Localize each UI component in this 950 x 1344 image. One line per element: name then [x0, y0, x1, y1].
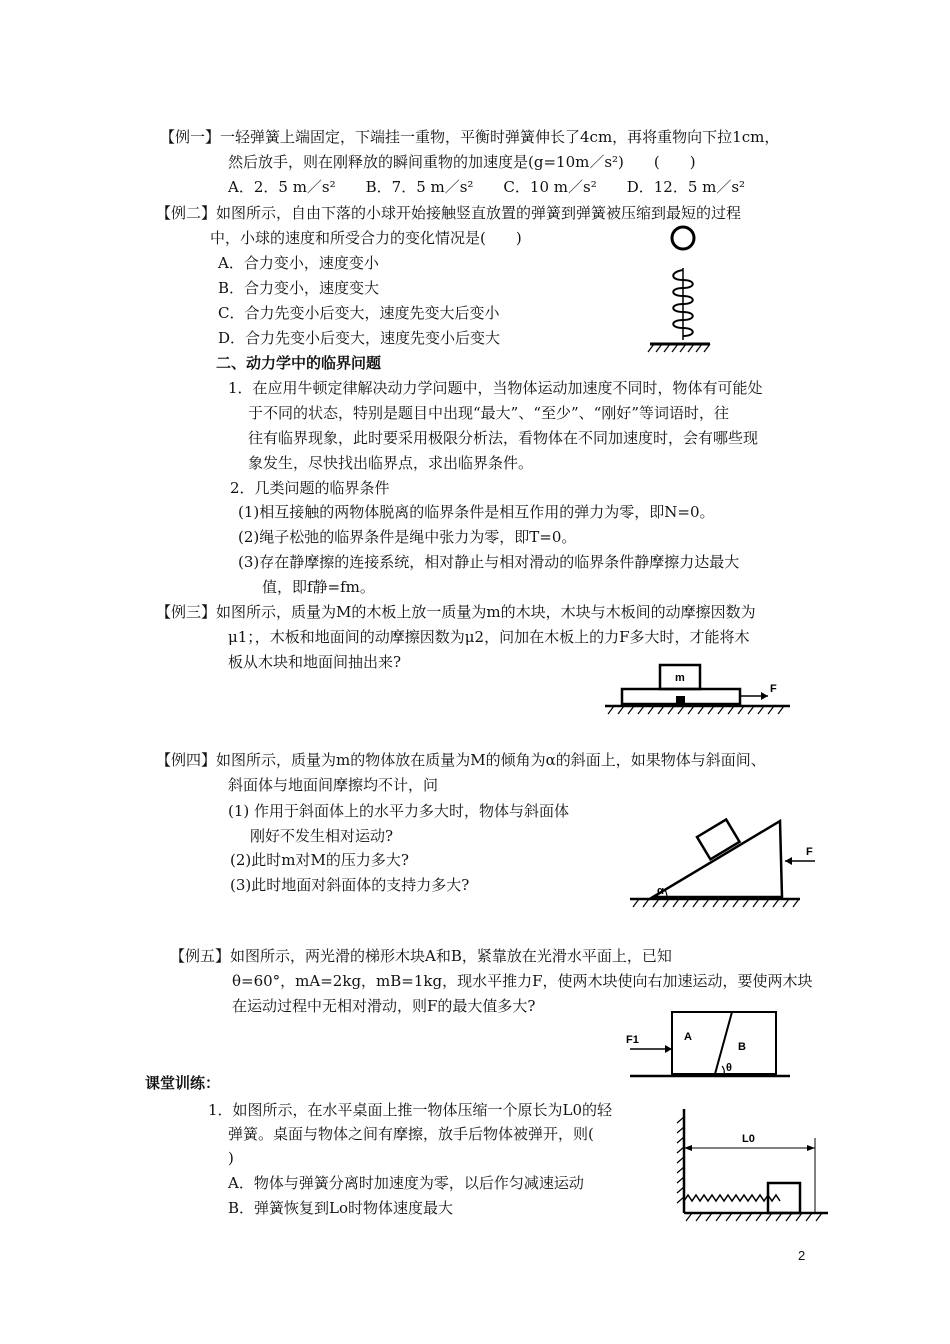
practice-q1-option-b: B．弹簧恢复到Lo时物体速度最大: [228, 1199, 454, 1217]
example-5-line-3: 在运动过程中无相对滑动，则F的最大值多大?: [232, 997, 536, 1015]
section-p1-line-2: 于不同的状态，特别是题目中出现“最大”、“至少”、“刚好”等词语时，往: [248, 404, 730, 422]
practice-q1-line-3: ): [228, 1149, 234, 1167]
example-2-option-b: B．合力变小，速度变大: [218, 279, 380, 297]
fig3-f-label: F: [770, 683, 777, 695]
practice-q1-line-1: 1．如图所示，在水平桌面上推一物体压缩一个原长为L0的轻: [208, 1101, 613, 1119]
example-4-q1-line-2: 刚好不发生相对运动?: [250, 827, 394, 845]
fig-l0-label: L0: [742, 1133, 755, 1145]
example-5-line-2: θ=60°，mA=2kg，mB=1kg，现水平推力F，使两木块使向右加速运动，要使两木块: [232, 972, 813, 990]
section-p2: 2．几类问题的临界条件: [230, 479, 390, 497]
example-2-option-a: A．合力变小，速度变小: [218, 254, 379, 272]
practice-heading: 课堂训练：: [145, 1074, 221, 1092]
example-1-options: A．2．5 m／s² B．7．5 m／s² C．10 m／s² D．12．5 m／s²: [228, 178, 746, 196]
condition-3-line-2: 值，即f静=fm。: [262, 578, 375, 596]
fig3-m-label: m: [675, 672, 685, 684]
fig5-a-label: A: [684, 1031, 692, 1043]
board-block-figure: [600, 660, 800, 720]
fig4-f-label: F: [806, 846, 813, 858]
example-5-line-1: 【例五】如图所示，两光滑的梯形木块A和B，紧靠放在光滑水平面上，已知: [170, 947, 672, 965]
condition-2: (2)绳子松弛的临界条件是绳中张力为零，即T=0。: [238, 528, 577, 546]
example-4-line-1: 【例四】如图所示，质量为m的物体放在质量为M的倾角为α的斜面上，如果物体与斜面间、: [156, 751, 766, 769]
example-2-option-c: C．合力先变小后变大，速度先变大后变小: [218, 304, 500, 322]
condition-3-line-1: (3)存在静摩擦的连接系统，相对静止与相对滑动的临界条件静摩擦力达最大: [238, 553, 740, 571]
example-2-option-d: D．合力先变小后变大，速度先变小后变大: [218, 329, 501, 347]
trapezoid-blocks-figure: [620, 1010, 800, 1082]
ball-spring-figure: [640, 220, 720, 355]
practice-q1-option-a: A．物体与弹簧分离时加速度为零，以后作匀减速运动: [228, 1174, 584, 1192]
section-p1-line-1: 1．在应用牛顿定律解决动力学问题中，当物体运动加速度不同时，物体有可能处: [228, 379, 763, 397]
spring-block-figure: [672, 1105, 832, 1225]
example-4-q2: (2)此时m对M的压力多大?: [230, 851, 409, 869]
example-3-line-1: 【例三】如图所示，质量为M的木板上放一质量为m的木块，木块与木板间的动摩擦因数为: [156, 603, 756, 621]
example-2-line-1: 【例二】如图所示，自由下落的小球开始接触竖直放置的弹簧到弹簧被压缩到最短的过程: [156, 204, 742, 222]
example-1-line-1: 【例一】一轻弹簧上端固定，下端挂一重物，平衡时弹簧伸长了4cm，再将重物向下拉1cm，: [160, 128, 780, 146]
example-4-q1-line-1: (1) 作用于斜面体上的水平力多大时，物体与斜面体: [228, 802, 570, 820]
page-number: 2: [798, 1248, 806, 1263]
fig4-alpha-label: α: [657, 885, 664, 897]
example-3-line-2: μ1；，木板和地面间的动摩擦因数为μ2，问加在木板上的力F多大时，才能将木: [228, 628, 750, 646]
section-heading: 二、动力学中的临界问题: [216, 354, 382, 372]
fig5-b-label: B: [738, 1041, 746, 1053]
section-p1-line-3: 往有临界现象，此时要采用极限分析法，看物体在不同加速度时，会有哪些现: [248, 429, 759, 447]
condition-1: (1)相互接触的两物体脱离的临界条件是相互作用的弹力为零，即N=0。: [238, 503, 715, 521]
section-p1-line-4: 象发生，尽快找出临界点，求出临界条件。: [248, 454, 534, 472]
example-4-line-2: 斜面体与地面间摩擦均不计，问: [228, 776, 439, 794]
example-3-line-3: 板从木块和地面间抽出来?: [228, 653, 402, 671]
practice-q1-line-2: 弹簧。桌面与物体之间有摩擦，放手后物体被弹开，则(: [228, 1125, 594, 1143]
fig5-f1-label: F1: [626, 1034, 639, 1046]
example-2-line-2: 中，小球的速度和所受合力的变化情况是( ): [210, 229, 522, 247]
example-4-q3: (3)此时地面对斜面体的支持力多大?: [230, 876, 470, 894]
incline-figure: [625, 815, 825, 910]
fig5-theta-label: θ: [726, 1062, 732, 1074]
example-1-line-2: 然后放手，则在刚释放的瞬间重物的加速度是(g=10m／s²) ( ): [228, 153, 696, 171]
